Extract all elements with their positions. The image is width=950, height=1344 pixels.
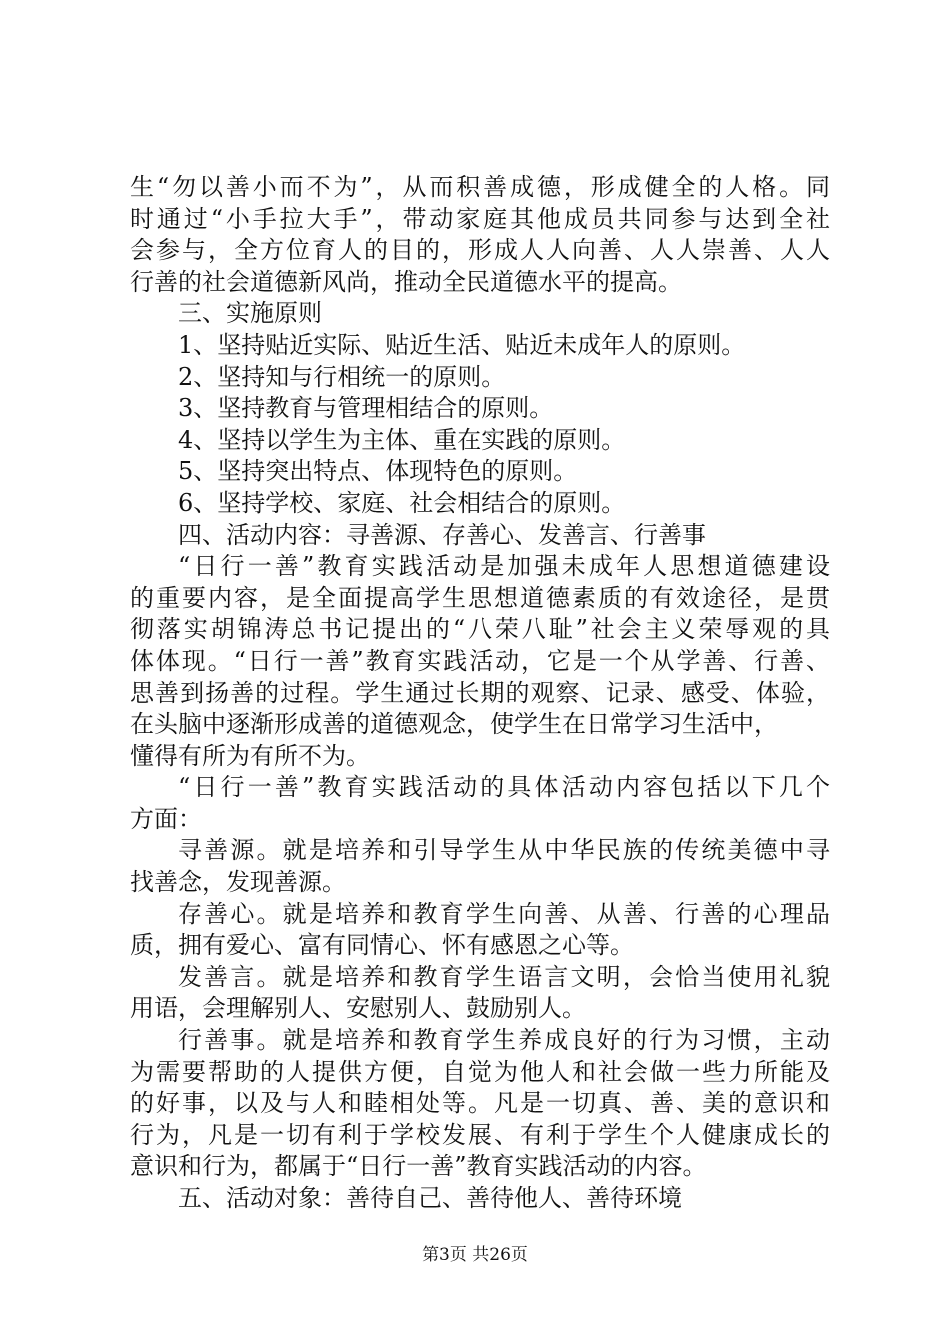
text-line: 行善事。就是培养和教育学生养成良好的行为习惯，主动 — [178, 1026, 830, 1055]
text-line: 体体现。“日行一善”教育实践活动，它是一个从学善、行善、 — [130, 646, 830, 675]
section-heading: 五、活动对象：善待自己、善待他人、善待环境 — [178, 1184, 682, 1212]
text-line: 寻善源。就是培养和引导学生从中华民族的传统美德中寻 — [178, 836, 830, 865]
text-line: 方面： — [130, 804, 202, 833]
text-line: 的重要内容，是全面提高学生思想道德素质的有效途径，是贯 — [130, 583, 830, 612]
document-body — [130, 172, 830, 1215]
text-line: “日行一善”教育实践活动的具体活动内容包括以下几个 — [178, 773, 830, 802]
text-line: “日行一善”教育实践活动是加强未成年人思想道德建设 — [178, 552, 830, 581]
text-line: 用语，会理解别人、安慰别人、鼓励别人。 — [130, 994, 586, 1023]
text-line: 为需要帮助的人提供方便，自觉为他人和社会做一些力所能及 — [130, 1057, 830, 1086]
list-item: 5、坚持突出特点、体现特色的原则。 — [178, 457, 578, 486]
section-heading: 三、实施原则 — [178, 299, 322, 328]
list-item: 2、坚持知与行相统一的原则。 — [178, 362, 506, 391]
list-item: 4、坚持以学生为主体、重在实践的原则。 — [178, 425, 626, 454]
list-item: 6、坚持学校、家庭、社会相结合的原则。 — [178, 488, 626, 517]
text-line: 行善的社会道德新风尚，推动全民道德水平的提高。 — [130, 267, 682, 296]
text-line: 彻落实胡锦涛总书记提出的“八荣八耻”社会主义荣辱观的具 — [130, 615, 830, 644]
text-line: 意识和行为，都属于“日行一善”教育实践活动的内容。 — [130, 1152, 707, 1181]
list-item: 1、坚持贴近实际、贴近生活、贴近未成年人的原则。 — [178, 330, 746, 359]
text-line: 行为，凡是一切有利于学校发展、有利于学生个人健康成长的 — [130, 1120, 830, 1149]
text-line: 找善念，发现善源。 — [130, 868, 346, 897]
section-heading: 四、活动内容：寻善源、存善心、发善言、行善事 — [178, 520, 706, 549]
text-line: 懂得有所为有所不为。 — [130, 741, 370, 770]
text-line: 会参与，全方位育人的目的，形成人人向善、人人崇善、人人 — [130, 236, 830, 265]
text-line: 发善言。就是培养和教育学生语言文明，会恰当使用礼貌 — [178, 962, 830, 991]
text-line: 存善心。就是培养和教育学生向善、从善、行善的心理品 — [178, 899, 830, 928]
text-line: 质，拥有爱心、富有同情心、怀有感恩之心等。 — [130, 931, 634, 960]
text-line: 在头脑中逐渐形成善的道德观念，使学生在日常学习生活中， — [130, 710, 778, 739]
text-line: 的好事，以及与人和睦相处等。凡是一切真、善、美的意识和 — [130, 1089, 830, 1118]
text-line: 生“勿以善小而不为”，从而积善成德，形成健全的人格。同 — [130, 173, 830, 201]
text-line: 思善到扬善的过程。学生通过长期的观察、记录、感受、体验， — [130, 678, 830, 707]
page-footer: 第3页 共26页 — [422, 1245, 528, 1265]
list-item: 3、坚持教育与管理相结合的原则。 — [178, 394, 554, 423]
text-line: 时通过“小手拉大手”，带动家庭其他成员共同参与达到全社 — [130, 204, 830, 233]
